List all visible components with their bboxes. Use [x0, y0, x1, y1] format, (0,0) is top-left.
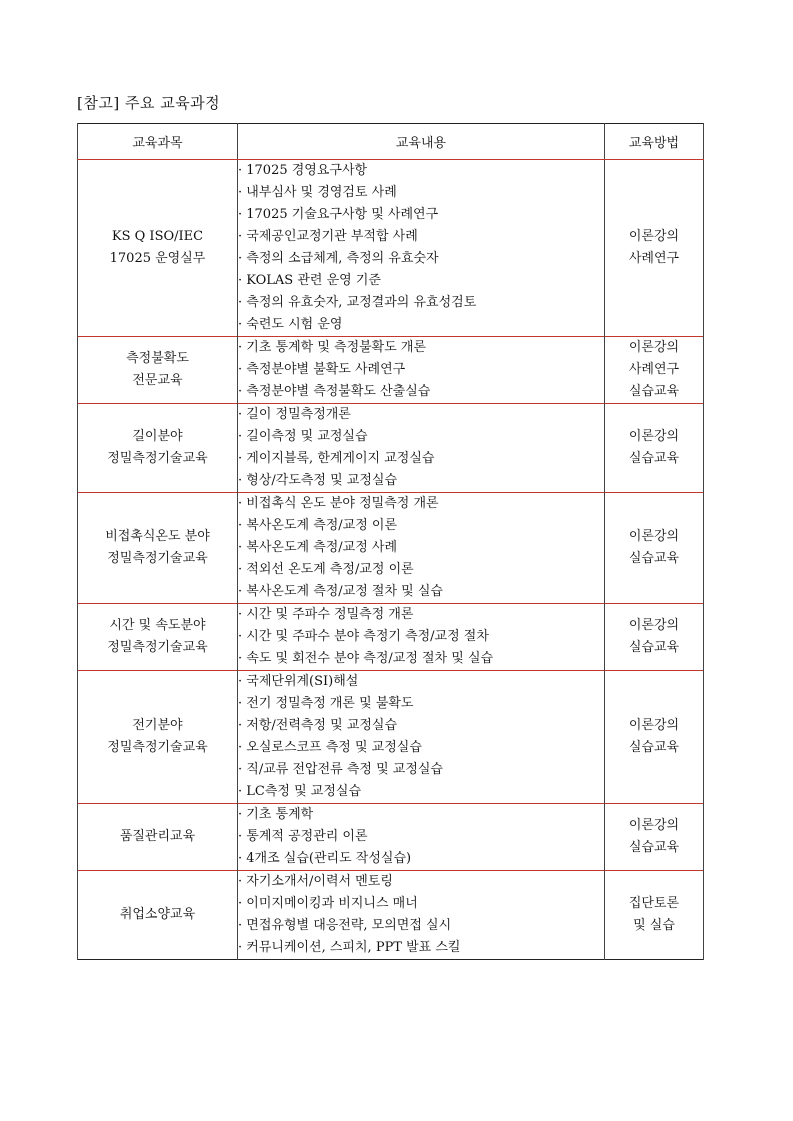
content-item: · KOLAS 관련 운영 기준: [238, 270, 604, 292]
content-item: · 숙련도 시험 운영: [238, 314, 604, 336]
content-item: · 게이지블록, 한계게이지 교정실습: [238, 448, 604, 470]
content-item: · 통계적 공정관리 이론: [238, 826, 604, 848]
content-item: · 비접촉식 온도 분야 정밀측정 개론: [238, 493, 604, 515]
course-method: 집단토론 및 실습: [605, 871, 704, 960]
content-item: · LC측정 및 교정실습: [238, 781, 604, 803]
content-item: · 자기소개서/이력서 멘토링: [238, 871, 604, 893]
content-item: · 측정의 소급체계, 측정의 유효숫자: [238, 248, 604, 270]
content-item: · 기초 통계학 및 측정불확도 개론: [238, 337, 604, 359]
course-subject: 길이분야 정밀측정기술교육: [78, 404, 238, 493]
content-item: · 오실로스코프 측정 및 교정실습: [238, 737, 604, 759]
course-method: 이론강의 실습교육: [605, 804, 704, 871]
header-content: 교육내용: [238, 124, 605, 160]
course-method: 이론강의 실습교육: [605, 671, 704, 804]
course-content: [238, 493, 605, 604]
course-content: [238, 804, 605, 871]
table-row: [78, 871, 704, 960]
course-method: 이론강의 사례연구: [605, 160, 704, 337]
content-item: · 복사온도계 측정/교정 이론: [238, 515, 604, 537]
content-item: · 시간 및 주파수 정밀측정 개론: [238, 604, 604, 626]
content-item: · 복사온도계 측정/교정 절차 및 실습: [238, 581, 604, 603]
course-content: [238, 337, 605, 404]
content-item: · 4개조 실습(관리도 작성실습): [238, 848, 604, 870]
header-method: 교육방법: [605, 124, 704, 160]
content-list: [238, 493, 604, 603]
content-item: · 17025 기술요구사항 및 사례연구: [238, 204, 604, 226]
content-list: [238, 871, 604, 959]
course-subject: 시간 및 속도분야 정밀측정기술교육: [78, 604, 238, 671]
course-method: 이론강의 실습교육: [605, 404, 704, 493]
course-method: 이론강의 사례연구 실습교육: [605, 337, 704, 404]
table-header-row: [78, 124, 704, 160]
course-method: 이론강의 실습교육: [605, 604, 704, 671]
content-item: · 길이 정밀측정개론: [238, 404, 604, 426]
course-subject: 품질관리교육: [78, 804, 238, 871]
course-content: [238, 871, 605, 960]
content-item: · 길이측정 및 교정실습: [238, 426, 604, 448]
content-item: · 측정분야별 불확도 사례연구: [238, 359, 604, 381]
course-method: 이론강의 실습교육: [605, 493, 704, 604]
content-item: · 적외선 온도계 측정/교정 이론: [238, 559, 604, 581]
content-item: · 17025 경영요구사항: [238, 160, 604, 182]
content-list: [238, 404, 604, 492]
content-list: [238, 160, 604, 336]
content-item: · 내부심사 및 경영검토 사례: [238, 182, 604, 204]
content-item: · 면접유형별 대응전략, 모의면접 실시: [238, 915, 604, 937]
table-row: [78, 337, 704, 404]
course-content: [238, 671, 605, 804]
content-list: [238, 604, 604, 670]
table-row: [78, 671, 704, 804]
content-list: [238, 337, 604, 403]
content-item: · 국제공인교정기관 부적합 사례: [238, 226, 604, 248]
table-row: [78, 160, 704, 337]
content-item: · 측정분야별 측정불확도 산출실습: [238, 381, 604, 403]
table-row: [78, 604, 704, 671]
course-subject: 전기분야 정밀측정기술교육: [78, 671, 238, 804]
content-list: [238, 671, 604, 803]
content-list: [238, 804, 604, 870]
content-item: · 이미지메이킹과 비지니스 매너: [238, 893, 604, 915]
course-subject: KS Q ISO/IEC 17025 운영실무: [78, 160, 238, 337]
content-item: · 형상/각도측정 및 교정실습: [238, 470, 604, 492]
course-subject: 측정불확도 전문교육: [78, 337, 238, 404]
content-item: · 시간 및 주파수 분야 측정기 측정/교정 절차: [238, 626, 604, 648]
content-item: · 직/교류 전압전류 측정 및 교정실습: [238, 759, 604, 781]
course-subject: 취업소양교육: [78, 871, 238, 960]
curriculum-table: [77, 123, 704, 960]
header-subject: 교육과목: [78, 124, 238, 160]
content-item: · 복사온도계 측정/교정 사례: [238, 537, 604, 559]
content-item: · 속도 및 회전수 분야 측정/교정 절차 및 실습: [238, 648, 604, 670]
course-content: [238, 404, 605, 493]
content-item: · 저항/전력측정 및 교정실습: [238, 715, 604, 737]
table-row: [78, 804, 704, 871]
content-item: · 커뮤니케이션, 스피치, PPT 발표 스킬: [238, 937, 604, 959]
course-subject: 비접촉식온도 분야 정밀측정기술교육: [78, 493, 238, 604]
content-item: · 전기 정밀측정 개론 및 불확도: [238, 693, 604, 715]
content-item: · 기초 통계학: [238, 804, 604, 826]
table-row: [78, 404, 704, 493]
page-title: [참고] 주요 교육과정: [77, 94, 221, 112]
content-item: · 측정의 유효숫자, 교정결과의 유효성검토: [238, 292, 604, 314]
course-content: [238, 160, 605, 337]
course-content: [238, 604, 605, 671]
content-item: · 국제단위계(SI)해설: [238, 671, 604, 693]
table-row: [78, 493, 704, 604]
